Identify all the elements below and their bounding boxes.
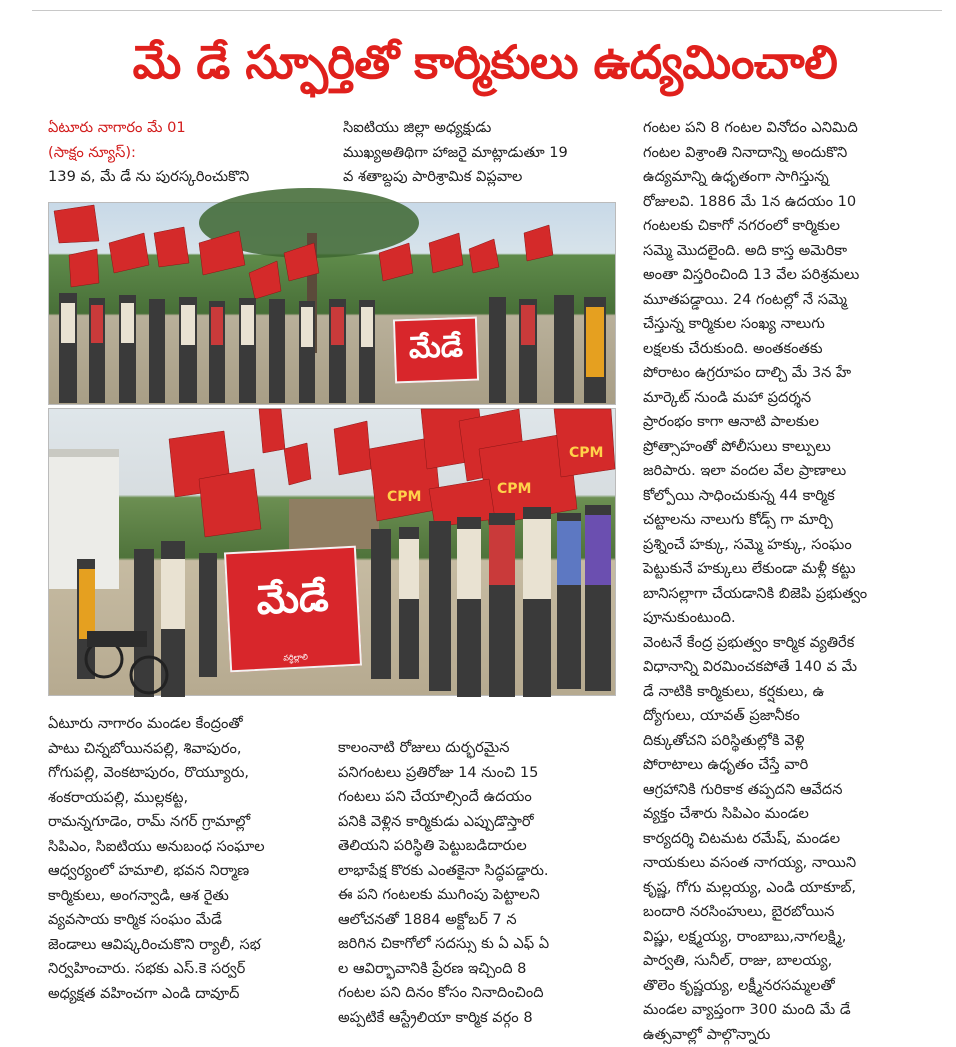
- text-line: అధ్యక్షత వహించగా ఎండి దావూద్: [48, 982, 328, 1007]
- text-line: ఉద్యమాన్ని ఉధృతంగా సాగిస్తున్న: [643, 165, 943, 190]
- text-line: ఉత్సవాల్లో పాల్గొన్నారు: [643, 1023, 943, 1047]
- text-line: పాటు చిన్నబోయినపల్లి, శివాపురం,: [48, 737, 328, 762]
- article-column-4: [48, 712, 328, 1012]
- text-line: తెలియని పరిస్థితి పెట్టుబడిదారుల: [338, 834, 628, 859]
- text-line: ల ఆవిర్భావానికి ప్రేరణ ఇచ్చింది 8: [338, 957, 628, 982]
- mayday-banner-top: మేడే: [393, 317, 479, 384]
- mayday-banner-bottom: [224, 546, 362, 673]
- text-line: ఆగ్రహానికి గురికాక తప్పదని ఆవేదన: [643, 778, 943, 803]
- text-line: ప్రశ్నించే హక్కు, సమ్మె హక్కు, సంఘం: [643, 533, 943, 558]
- text-line: నిర్వహించారు. సభకు ఎస్.కె సర్వర్: [48, 957, 328, 982]
- text-line: గంటల పని 8 గంటల వినోదం ఎనిమిది: [643, 116, 943, 141]
- text-line: అప్పటికే ఆస్ట్రేలియా కార్మిక వర్గం 8: [338, 1006, 628, 1031]
- cpm-flag-text: CPM: [387, 489, 421, 505]
- text-line: డే నాటికి కార్మికులు, కర్షకులు, ఉ: [643, 680, 943, 705]
- text-line: సమ్మె మొదలైంది. అది కాస్త అమెరికా: [643, 239, 943, 264]
- text-line: బందారి నరసింహులు, బైరబోయిన: [643, 900, 943, 925]
- text-line: వ శతాబ్దపు పారిశ్రామిక విప్లవాల: [343, 165, 623, 190]
- dateline-source: (సాక్షం న్యూస్):: [48, 141, 328, 166]
- text-line: రామన్నగూడెం, రామ్ నగర్ గ్రామాల్లో: [48, 810, 328, 835]
- text-line: పనిగంటలు ప్రతిరోజు 14 నుంచి 15: [338, 761, 628, 786]
- text-line: శంకరాయపల్లి, ముల్లకట్ట,: [48, 786, 328, 811]
- text-line: జరిగిన చికాగోలో సదస్సు కు ఏ ఎఫ్ ఏ: [338, 932, 628, 957]
- text-line: జరిపారు. ఇలా వందల వేల ప్రాణాలు: [643, 459, 943, 484]
- text-line: పార్వతి, సునీల్, రాజు, బాలయ్య,: [643, 949, 943, 974]
- text-line: ఈ పని గంటలకు ముగింపు పెట్టాలని: [338, 883, 628, 908]
- text-line: గంటల విశ్రాంతి నినాదాన్ని అందుకొని: [643, 141, 943, 166]
- text-line: ఏటూరు నాగారం మండల కేంద్రంతో: [48, 712, 328, 737]
- text-line: కార్యదర్శి చిటమట రమేష్, మండల: [643, 827, 943, 852]
- text-line: కృష్ణ, గోగు మల్లయ్య, ఎండి యాకూబ్,: [643, 876, 943, 901]
- text-line: మండల వ్యాప్తంగా 300 మంది మే డే: [643, 998, 943, 1023]
- text-line: ముఖ్యఅతిథిగా హాజరై మాట్లాడుతూ 19: [343, 141, 623, 166]
- article-column-2: [343, 116, 623, 192]
- article-column-1: [48, 116, 328, 192]
- text-line: గోగుపల్లి, వెంకటాపురం, రొయ్యూరు,: [48, 761, 328, 786]
- text-line: జెండాలు ఆవిష్కరించుకొని ర్యాలీ, సభ: [48, 933, 328, 958]
- dateline-place: ఏటూరు నాగారం మే 01: [48, 116, 328, 141]
- text-line: ద్యోగులు, యావత్ ప్రజానీకం: [643, 704, 943, 729]
- rally-photo-bottom: [48, 408, 616, 696]
- text-line: తొలెం కృష్ణయ్య, లక్ష్మీనరసమ్మలతో: [643, 974, 943, 999]
- mayday-banner-bottom-title: మేడే: [255, 574, 329, 624]
- text-line: కోల్పోయి సాధించుకున్న 44 కార్మిక: [643, 484, 943, 509]
- text-line: రోజులవి. 1886 మే 1న ఉదయం 10: [643, 190, 943, 215]
- text-line: సిఐటియు జిల్లా అధ్యక్షుడు: [343, 116, 623, 141]
- article-column-3: [643, 116, 943, 996]
- text-line: విధానాన్ని విరమించకపోతే 140 వ మే: [643, 655, 943, 680]
- rally-photo-top-graphic: [49, 203, 617, 406]
- text-line: మూతపడ్డాయి. 24 గంటల్లో నే సమ్మె: [643, 288, 943, 313]
- mayday-banner-bottom-subtitle: వర్ధిల్లాలి: [231, 650, 359, 667]
- text-line: పనికి వెళ్లిన కార్మికుడు ఎప్పుడొస్తారో: [338, 810, 628, 835]
- top-rule: [32, 10, 942, 11]
- text-line: నాయకులు వసంత నాగయ్య, నాయిని: [643, 851, 943, 876]
- text-line: ఆలోచనతో 1884 అక్టోబర్ 7 న: [338, 908, 628, 933]
- text-line: కాలంనాటి రోజులు దుర్భరమైన: [338, 736, 628, 761]
- text-line: దిక్కుతోచని పరిస్థితుల్లోకి వెళ్లి: [643, 729, 943, 754]
- text-line: అంతా విస్తరించింది 13 వేల పరిశ్రమలు: [643, 263, 943, 288]
- article-column-5: [338, 736, 628, 1016]
- text-line: 139 వ, మే డే ను పురస్కరించుకొని: [48, 165, 328, 190]
- text-line: చట్టాలను నాలుగు కోడ్స్ గా మార్చి: [643, 508, 943, 533]
- text-line: వెంటనే కేంద్ర ప్రభుత్వం కార్మిక వ్యతిరేక: [643, 631, 943, 656]
- text-line: పోరాటాలు ఉధృతం చేస్తే వారి: [643, 753, 943, 778]
- cpm-flag-text: CPM: [569, 445, 603, 461]
- text-line: విష్ణు, లక్ష్మయ్య, రాంబాబు,నాగలక్ష్మి,: [643, 925, 943, 950]
- text-line: వ్యక్తం చేశారు సిపిఎం మండల: [643, 802, 943, 827]
- text-line: సిపిఎం, సిఐటియు అనుబంధ సంఘాల: [48, 835, 328, 860]
- text-line: వ్యవసాయ కార్మిక సంఘం మేడే: [48, 908, 328, 933]
- text-line: ప్రోత్సాహంతో పోలీసులు కాల్పులు: [643, 435, 943, 460]
- text-line: బానిసల్లాగా చేయడానికి బిజెపి ప్రభుత్వం: [643, 582, 943, 607]
- text-line: మార్కెట్ నుండి మహా ప్రదర్శన: [643, 386, 943, 411]
- rally-photo-top: [48, 202, 616, 405]
- cpm-flag-text: CPM: [497, 481, 531, 497]
- text-line: గంటలు పని చేయాల్సిందే ఉదయం: [338, 785, 628, 810]
- headline: మే డే స్ఫూర్తితో కార్మికులు ఉద్యమించాలి: [40, 22, 930, 102]
- text-line: చేస్తున్న కార్మికుల సంఖ్య నాలుగు: [643, 312, 943, 337]
- text-line: లక్షలకు చేరుకుంది. అంతకంతకు: [643, 337, 943, 362]
- text-line: కార్మికులు, అంగన్వాడి, ఆశ రైతు: [48, 884, 328, 909]
- text-line: గంటలకు చికాగో నగరంలో కార్మికుల: [643, 214, 943, 239]
- text-line: గంటల పని దినం కోసం నినాదించింది: [338, 981, 628, 1006]
- text-line: లాభాపేక్ష కొరకు ఎంతకైనా సిద్ధపడ్డారు.: [338, 859, 628, 884]
- text-line: పోరాటం ఉగ్రరూపం దాల్చి మే 3న హే: [643, 361, 943, 386]
- text-line: పెట్టుకునే హక్కులు లేకుండా మళ్లీ కట్టు: [643, 557, 943, 582]
- text-line: ప్రారంభం కాగా ఆనాటి పాలకుల: [643, 410, 943, 435]
- text-line: పూనుకుంటుంది.: [643, 606, 943, 631]
- text-line: ఆధ్వర్యంలో హమాలి, భవన నిర్మాణ: [48, 859, 328, 884]
